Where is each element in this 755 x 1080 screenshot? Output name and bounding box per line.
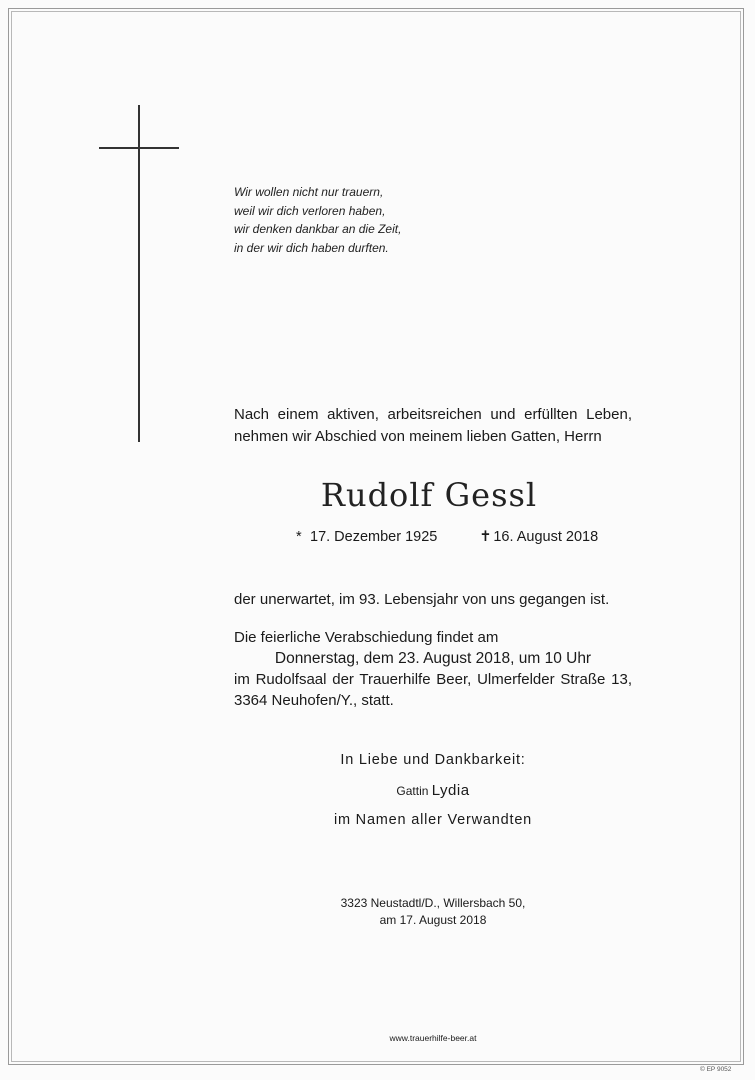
place-and-date bbox=[234, 895, 632, 929]
spouse-prefix: Gattin bbox=[396, 784, 432, 798]
website-link[interactable]: www.trauerhilfe-beer.at bbox=[389, 1033, 477, 1043]
motto-line: in der wir dich haben durften. bbox=[234, 240, 389, 255]
motto-line: wir denken dankbar an die Zeit, bbox=[234, 222, 402, 236]
birth-star-icon: * bbox=[296, 529, 302, 545]
death-cross-icon: ✝ bbox=[479, 529, 492, 545]
intro-line: Nach einem aktiven, arbeitsreichen und erfüllten Leben, bbox=[234, 406, 632, 423]
deceased-name: Rudolf Gessl bbox=[320, 476, 538, 514]
motto-line: Wir wollen nicht nur trauern, bbox=[234, 185, 384, 199]
signature-spouse bbox=[234, 782, 632, 799]
spouse-name: Lydia bbox=[431, 782, 470, 799]
date-line: am 17. August 2018 bbox=[379, 913, 487, 927]
ceremony-location: im Rudolfsaal der Trauerhilfe Beer, Ulmerfelder Straße 13, bbox=[234, 671, 632, 688]
signature-greeting: In Liebe und Dankbarkeit: bbox=[340, 752, 526, 768]
intro-text bbox=[234, 404, 632, 448]
ceremony-datetime: Donnerstag, dem 23. August 2018, um 10 Uhr bbox=[274, 650, 592, 667]
place-line: 3323 Neustadtl/D., Willersbach 50, bbox=[340, 896, 526, 910]
motto-line: weil wir dich verloren haben, bbox=[234, 203, 386, 218]
cross-icon-vertical bbox=[138, 105, 140, 442]
ceremony-address: 3364 Neuhofen/Y., statt. bbox=[234, 692, 394, 709]
intro-line: nehmen wir Abschied von meinem lieben Gatten, Herrn bbox=[234, 428, 602, 445]
footer-code: © EP 9052 bbox=[700, 1066, 732, 1073]
signature-relatives: im Namen aller Verwandten bbox=[333, 812, 533, 828]
cross-icon-horizontal bbox=[99, 147, 179, 149]
birth-date: 17. Dezember 1925 bbox=[310, 529, 438, 545]
passing-text: der unerwartet, im 93. Lebensjahr von uns gegangen ist. bbox=[234, 591, 610, 608]
life-dates bbox=[296, 529, 598, 545]
ceremony-line: Die feierliche Verabschiedung findet am bbox=[234, 629, 499, 646]
ceremony-info bbox=[234, 627, 632, 711]
motto-verse bbox=[234, 183, 494, 257]
death-date: 16. August 2018 bbox=[493, 529, 599, 545]
